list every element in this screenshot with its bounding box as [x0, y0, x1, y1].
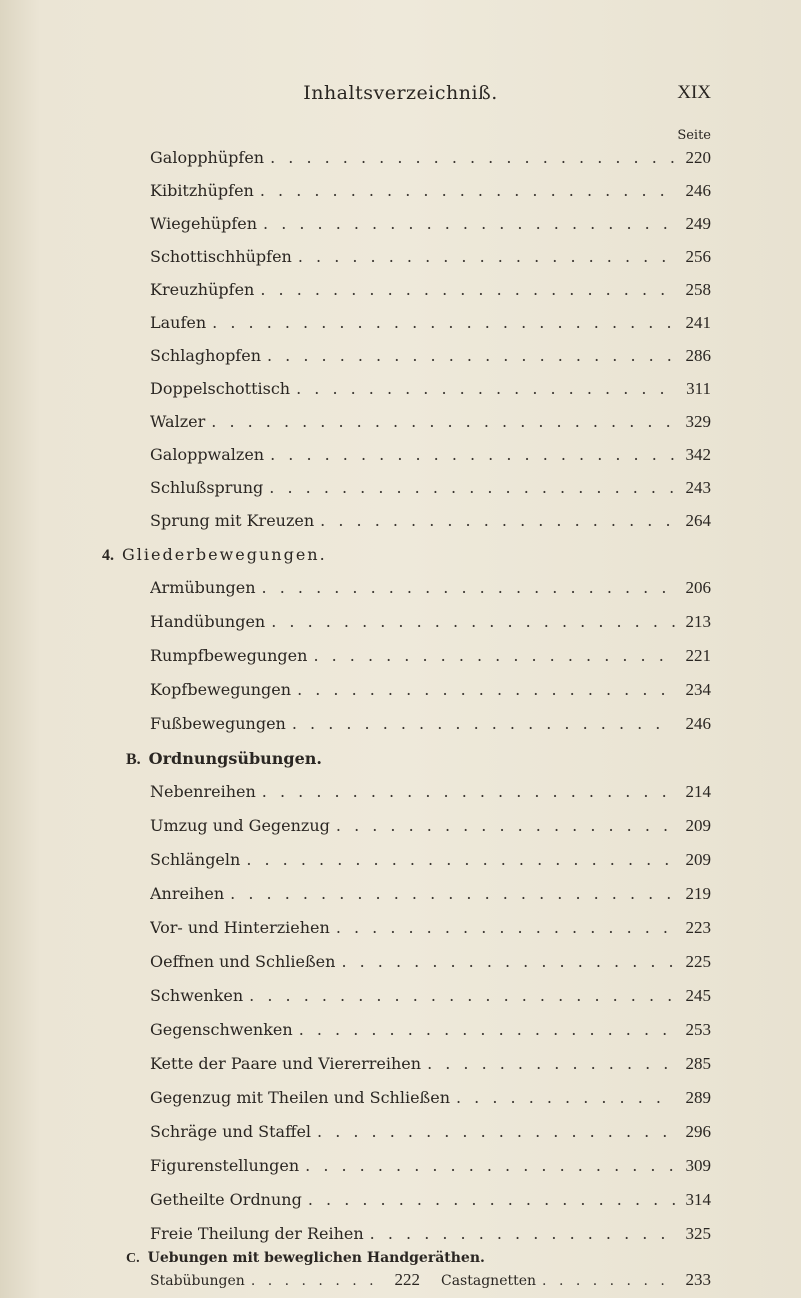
- toc-entry-page: 246: [685, 714, 711, 733]
- toc-entry-label: Kibitzhüpfen: [150, 181, 254, 200]
- toc-entry-label: Kopfbewegungen: [150, 680, 292, 699]
- toc-entry-page: 221: [685, 646, 711, 665]
- toc-entry: [150, 986, 711, 1010]
- toc-entry-page: 311: [686, 379, 711, 398]
- toc-entry-page: 249: [685, 214, 711, 233]
- toc-entry: [150, 1224, 711, 1248]
- toc-entry-page: 329: [685, 412, 711, 431]
- toc-entry: [150, 918, 711, 942]
- section-marker: C.: [126, 1251, 140, 1266]
- toc-entry-label: Umzug und Gegenzug: [150, 816, 330, 835]
- toc-entry-label: Schlußsprung: [150, 478, 264, 497]
- page-column-label: Seite: [677, 128, 711, 143]
- toc-entry: [150, 850, 711, 874]
- toc-entry: [150, 1190, 711, 1214]
- toc-entry-page: 222: [394, 1270, 420, 1289]
- leader-dots: [297, 680, 675, 699]
- toc-entry-page: 219: [685, 884, 711, 903]
- section-marker: 4.: [102, 547, 114, 564]
- toc-entry-label: Laufen: [150, 313, 207, 332]
- toc-entry: [150, 346, 711, 370]
- leader-dots: [267, 346, 675, 365]
- toc-entry-label: Schlaghopfen: [150, 346, 261, 365]
- toc-entry-label: Schottischhüpfen: [150, 247, 292, 266]
- toc-entry: [150, 816, 711, 840]
- leader-dots: [262, 578, 675, 597]
- toc-entry-page: 246: [685, 181, 711, 200]
- toc-entry-label: Fußbewegungen: [150, 714, 286, 733]
- section-heading-4: [102, 545, 327, 565]
- toc-entry-label: Getheilte Ordnung: [150, 1190, 302, 1209]
- toc-entry-page: 209: [685, 850, 711, 869]
- leader-dots: [230, 884, 675, 903]
- toc-entry-page: 220: [685, 148, 711, 167]
- toc-entry-label: Freie Theilung der Reihen: [150, 1224, 364, 1243]
- toc-entry: [150, 714, 711, 738]
- toc-entry-label: Vor- und Hinterziehen: [150, 918, 330, 937]
- leader-dots: [271, 612, 675, 631]
- toc-entry: [150, 680, 711, 704]
- toc-entry: [150, 511, 711, 535]
- toc-entry-label: Schlängeln: [150, 850, 241, 869]
- running-header-title: Inhaltsverzeichniß.: [303, 82, 498, 104]
- toc-entry: [150, 379, 711, 403]
- section-marker: B.: [126, 751, 141, 768]
- toc-entry-page: 285: [685, 1054, 711, 1073]
- toc-entry-label: Stabübungen: [150, 1273, 245, 1289]
- toc-entry-label: Schwenken: [150, 986, 244, 1005]
- toc-entry-label: Armübungen: [150, 578, 256, 597]
- leader-dots: [262, 782, 675, 801]
- toc-entry-page: 233: [685, 1270, 711, 1289]
- toc-entry-page: 206: [685, 578, 711, 597]
- leader-dots: [269, 478, 675, 497]
- section-title: Uebungen mit beweglichen Handgeräthen.: [147, 1250, 485, 1266]
- toc-entry: [150, 1156, 711, 1180]
- toc-entry: [150, 280, 711, 304]
- leader-dots: [299, 1020, 675, 1039]
- leader-dots: [305, 1156, 675, 1175]
- toc-entry-page: 225: [685, 952, 711, 971]
- toc-entry: [150, 313, 711, 337]
- toc-entry-page: 314: [685, 1190, 711, 1209]
- leader-dots: [270, 445, 675, 464]
- toc-entry-label: Castagnetten: [441, 1273, 537, 1289]
- leader-dots: [308, 1190, 675, 1209]
- leader-dots: [249, 986, 675, 1005]
- toc-entry-label: Schräge und Staffel: [150, 1122, 312, 1141]
- toc-entry-label: Oeffnen und Schließen: [150, 952, 336, 971]
- toc-entry-page: 241: [685, 313, 711, 332]
- toc-entry-page: 209: [685, 816, 711, 835]
- toc-entry: [150, 1122, 711, 1146]
- toc-entry-page: 286: [685, 346, 711, 365]
- toc-entry-label: Gegenzug mit Theilen und Schließen: [150, 1088, 450, 1107]
- toc-entry-page: 258: [685, 280, 711, 299]
- toc-entry: [150, 445, 711, 469]
- leader-dots: [260, 181, 675, 200]
- toc-entry: [150, 1270, 420, 1292]
- toc-entry: [150, 952, 711, 976]
- toc-entry: [150, 578, 711, 602]
- toc-entry-label: Kreuzhüpfen: [150, 280, 255, 299]
- toc-entry-page: 342: [685, 445, 711, 464]
- toc-entry: [150, 181, 711, 205]
- section-heading-b: [126, 749, 322, 769]
- toc-entry: [150, 1054, 711, 1078]
- toc-entry-label: Nebenreihen: [150, 782, 256, 801]
- toc-entry-page: 223: [685, 918, 711, 937]
- toc-entry-label: Wiegehüpfen: [150, 214, 258, 233]
- toc-entry-page: 213: [685, 612, 711, 631]
- leader-dots: [320, 511, 675, 530]
- toc-entry-page: 245: [685, 986, 711, 1005]
- leader-dots: [260, 280, 675, 299]
- leader-dots: [317, 1122, 675, 1141]
- toc-entry-label: Gegenschwenken: [150, 1020, 293, 1039]
- leader-dots: [313, 646, 675, 665]
- toc-entry-page: 214: [685, 782, 711, 801]
- leader-dots: [336, 816, 675, 835]
- toc-entry: [441, 1270, 711, 1292]
- leader-dots: [246, 850, 675, 869]
- leader-dots: [542, 1273, 675, 1289]
- toc-entry: [150, 646, 711, 670]
- toc-entry: [150, 247, 711, 271]
- toc-entry-page: 296: [685, 1122, 711, 1141]
- toc-entry-label: Kette der Paare und Viererreihen: [150, 1054, 422, 1073]
- leader-dots: [427, 1054, 675, 1073]
- toc-entry-page: 234: [685, 680, 711, 699]
- toc-entry-label: Doppelschottisch: [150, 379, 291, 398]
- section-heading-c: [126, 1250, 485, 1267]
- leader-dots: [211, 412, 675, 431]
- toc-entry-label: Figurenstellungen: [150, 1156, 300, 1175]
- toc-entry-page: 253: [685, 1020, 711, 1039]
- leader-dots: [370, 1224, 675, 1243]
- toc-entry-label: Galoppwalzen: [150, 445, 265, 464]
- toc-entry-page: 325: [685, 1224, 711, 1243]
- toc-entry-page: 256: [685, 247, 711, 266]
- toc-entry: [150, 884, 711, 908]
- leader-dots: [212, 313, 675, 332]
- leader-dots: [298, 247, 675, 266]
- leader-dots: [270, 148, 675, 167]
- toc-entry: [150, 478, 711, 502]
- toc-entry-page: 243: [685, 478, 711, 497]
- leader-dots: [296, 379, 675, 398]
- toc-entry: [150, 214, 711, 238]
- leader-dots: [292, 714, 675, 733]
- leader-dots: [251, 1273, 384, 1289]
- toc-entry: [150, 412, 711, 436]
- toc-entry-label: Sprung mit Kreuzen: [150, 511, 315, 530]
- leader-dots: [263, 214, 675, 233]
- toc-entry-label: Handübungen: [150, 612, 266, 631]
- running-header-page-number: XIX: [677, 82, 711, 103]
- toc-entry: [150, 782, 711, 806]
- section-title: Gliederbewegungen.: [122, 545, 327, 564]
- toc-entry-label: Anreihen: [150, 884, 225, 903]
- toc-entry-page: 264: [685, 511, 711, 530]
- leader-dots: [456, 1088, 675, 1107]
- leader-dots: [336, 918, 675, 937]
- toc-entry-label: Walzer: [150, 412, 206, 431]
- section-title: Ordnungsübungen.: [148, 749, 322, 768]
- toc-entry-page: 289: [685, 1088, 711, 1107]
- toc-entry: [150, 148, 711, 172]
- toc-entry-page: 309: [685, 1156, 711, 1175]
- toc-entry-label: Galopphüpfen: [150, 148, 265, 167]
- toc-entry: [150, 1088, 711, 1112]
- toc-entry: [150, 1020, 711, 1044]
- leader-dots: [341, 952, 675, 971]
- toc-entry-label: Rumpfbewegungen: [150, 646, 308, 665]
- toc-entry: [150, 612, 711, 636]
